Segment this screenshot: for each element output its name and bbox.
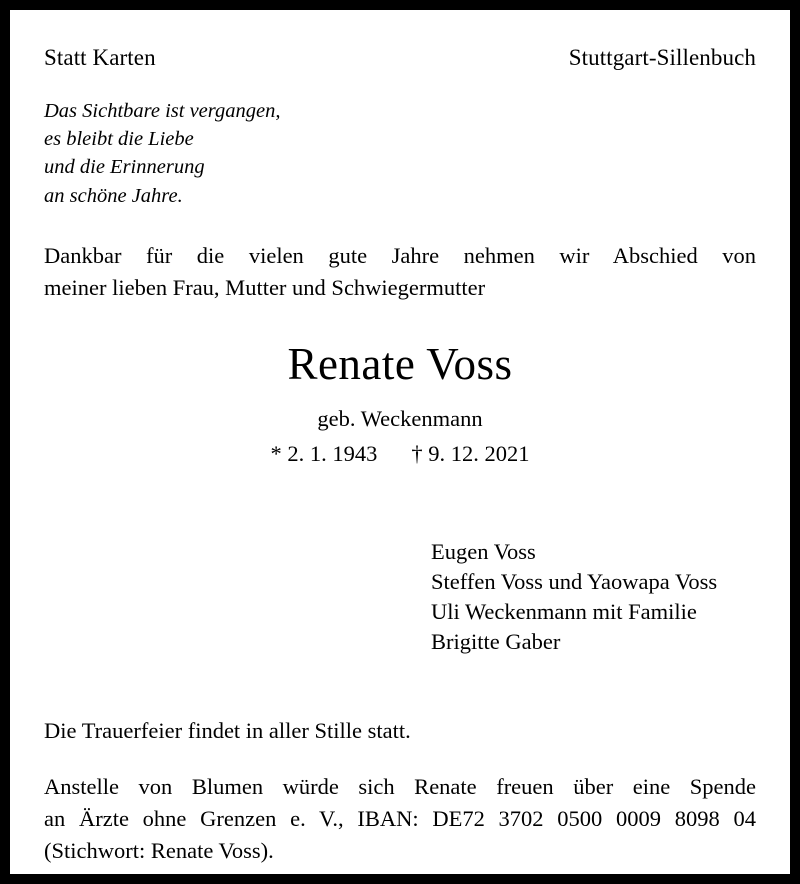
donation-request <box>44 771 756 867</box>
verse-line-3: und die Erinnerung <box>44 156 205 179</box>
verse-line-2: es bleibt die Liebe <box>44 128 194 151</box>
header-left-text: Statt Karten <box>44 45 156 70</box>
family-member-4: Brigitte Gaber <box>431 629 561 655</box>
donation-line-1: Anstelle von Blumen würde sich Renate freuen über eine Spende <box>44 773 756 799</box>
introduction-line-1: Dankbar für die vielen gute Jahre nehmen wir Abschied von <box>44 242 756 268</box>
memorial-verse <box>44 97 756 210</box>
family-member-2: Steffen Voss und Yaowapa Voss <box>431 569 718 595</box>
death-date: † 9. 12. 2021 <box>411 441 530 467</box>
footer <box>44 715 756 867</box>
obituary-inner-frame <box>10 10 790 874</box>
header-location-text: Stuttgart-Sillenbuch <box>568 45 756 70</box>
life-dates <box>44 440 756 467</box>
ceremony-notice: Die Trauerfeier findet in aller Stille statt. <box>44 717 411 743</box>
family-member-1: Eugen Voss <box>431 539 536 565</box>
family-member-3: Uli Weckenmann mit Familie <box>431 599 697 625</box>
deceased-name-block <box>44 340 756 468</box>
header <box>44 10 756 73</box>
introduction-paragraph <box>44 240 756 304</box>
introduction-line-2: meiner lieben Frau, Mutter und Schwiegermutter <box>44 274 486 300</box>
birth-date: * 2. 1. 1943 <box>270 441 378 467</box>
donation-line-2-iban: an Ärzte ohne Grenzen e. V., IBAN: DE72 3702 0500 0009 8098 04 <box>44 805 756 831</box>
verse-line-1: Das Sichtbare ist vergangen, <box>44 99 281 122</box>
deceased-maiden-name: geb. Weckenmann <box>317 406 483 432</box>
surviving-family-list <box>44 537 756 657</box>
verse-line-4: an schöne Jahre. <box>44 184 183 207</box>
donation-line-3-keyword: (Stichwort: Renate Voss). <box>44 837 274 863</box>
deceased-name: Renate Voss <box>287 338 513 389</box>
